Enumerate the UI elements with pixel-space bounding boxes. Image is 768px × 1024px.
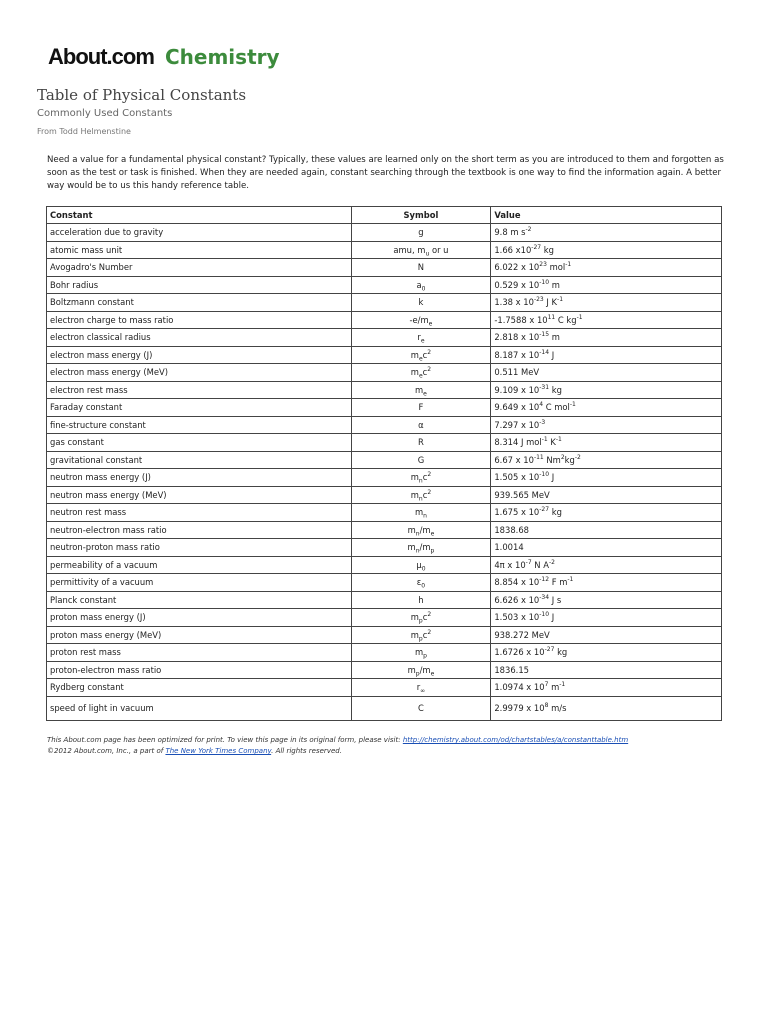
table-row	[47, 661, 722, 679]
value-cell: -1.7588 x $10^{11}$ C $kg^{-1}$	[491, 311, 722, 329]
table-row	[47, 399, 722, 417]
symbol-cell: $m_e$	[351, 381, 491, 399]
value-cell: 0.511 MeV	[491, 364, 722, 382]
nyt-company-link[interactable]: The New York Times Company	[165, 747, 272, 755]
value-cell: 6.67 x $10^{-11}$ $Nm^2kg^{-2}$	[491, 451, 722, 469]
symbol-cell: α	[351, 416, 491, 434]
symbol-cell: $a_0$	[351, 276, 491, 294]
symbol-cell: $m_n/m_e$	[351, 521, 491, 539]
value-cell: 6.626 x $10^{-34}$ J s	[491, 591, 722, 609]
footer-line-1	[47, 735, 628, 746]
value-cell: 0.529 x $10^{-10}$ m	[491, 276, 722, 294]
column-header-constant: Constant	[47, 207, 352, 224]
symbol-cell: $-e/m_e$	[351, 311, 491, 329]
constant-name-cell: permittivity of a vacuum	[47, 574, 352, 592]
rights-text: . All rights reserved.	[271, 747, 342, 755]
value-cell: 1.6726 x $10^{-27}$ kg	[491, 644, 722, 662]
constant-name-cell: proton mass energy (MeV)	[47, 626, 352, 644]
constant-name-cell: gas constant	[47, 434, 352, 452]
table-row	[47, 346, 722, 364]
constant-name-cell: proton rest mass	[47, 644, 352, 662]
value-cell: 2.9979 x $10^8$ m/s	[491, 696, 722, 720]
table-row	[47, 329, 722, 347]
constant-name-cell: Bohr radius	[47, 276, 352, 294]
symbol-cell: $m_nc^2$	[351, 469, 491, 487]
table-row	[47, 556, 722, 574]
table-row	[47, 591, 722, 609]
table-row	[47, 696, 722, 720]
constant-name-cell: acceleration due to gravity	[47, 224, 352, 242]
page-title: Table of Physical Constants	[37, 86, 247, 104]
symbol-cell: N	[351, 259, 491, 277]
value-cell: 8.314 J mol$^{-1}$ $K^{-1}$	[491, 434, 722, 452]
value-cell: 2.818 x $10^{-15}$ m	[491, 329, 722, 347]
value-cell: 1.503 x $10^{-10}$ J	[491, 609, 722, 627]
footer-line-2	[47, 746, 628, 757]
value-cell: 6.022 x $10^{23}$ mol$^{-1}$	[491, 259, 722, 277]
symbol-cell: $m_n$	[351, 504, 491, 522]
constant-name-cell: Faraday constant	[47, 399, 352, 417]
table-row	[47, 574, 722, 592]
constant-name-cell: electron mass energy (MeV)	[47, 364, 352, 382]
symbol-cell: C	[351, 696, 491, 720]
symbol-cell: $r_\infty$	[351, 679, 491, 697]
symbol-cell: h	[351, 591, 491, 609]
table-row	[47, 294, 722, 312]
constant-name-cell: Boltzmann constant	[47, 294, 352, 312]
value-cell: 1.0974 x $10^7$ $m^{-1}$	[491, 679, 722, 697]
table-row	[47, 486, 722, 504]
table-row	[47, 311, 722, 329]
symbol-cell: $m_p/m_e$	[351, 661, 491, 679]
symbol-cell: amu, $m_u$ or u	[351, 241, 491, 259]
table-row	[47, 276, 722, 294]
symbol-cell: k	[351, 294, 491, 312]
constant-name-cell: neutron-electron mass ratio	[47, 521, 352, 539]
value-cell: 8.187 x $10^{-14}$ J	[491, 346, 722, 364]
symbol-cell: $m_pc^2$	[351, 609, 491, 627]
table-header-row	[47, 207, 722, 224]
table-row	[47, 626, 722, 644]
constant-name-cell: Rydberg constant	[47, 679, 352, 697]
constant-name-cell: Planck constant	[47, 591, 352, 609]
original-page-link[interactable]: http://chemistry.about.com/od/chartstables/a/constanttable.htm	[402, 736, 629, 744]
symbol-cell: $m_nc^2$	[351, 486, 491, 504]
constant-name-cell: Avogadro's Number	[47, 259, 352, 277]
symbol-cell: $m_ec^2$	[351, 346, 491, 364]
column-header-value: Value	[491, 207, 722, 224]
table-row	[47, 224, 722, 242]
symbol-cell: $\varepsilon_0$	[351, 574, 491, 592]
value-cell: 8.854 x $10^{-12}$ F $m^{-1}$	[491, 574, 722, 592]
copyright-text: ©2012 About.com, Inc., a part of	[47, 747, 166, 755]
value-cell: 1836.15	[491, 661, 722, 679]
logo-section-text: Chemistry	[164, 45, 280, 69]
table-row	[47, 539, 722, 557]
value-cell: 1.66 $x10^{-27}$ kg	[491, 241, 722, 259]
value-cell: 939.565 MeV	[491, 486, 722, 504]
constant-name-cell: electron charge to mass ratio	[47, 311, 352, 329]
value-cell: 938.272 MeV	[491, 626, 722, 644]
table-row	[47, 259, 722, 277]
constants-table	[46, 206, 722, 721]
value-cell: 1.675 x $10^{-27}$ kg	[491, 504, 722, 522]
symbol-cell: G	[351, 451, 491, 469]
constant-name-cell: permeability of a vacuum	[47, 556, 352, 574]
table-row	[47, 364, 722, 382]
table-row	[47, 381, 722, 399]
value-cell: 7.297 x $10^{-3}$	[491, 416, 722, 434]
table-body	[47, 224, 722, 721]
table-row	[47, 504, 722, 522]
value-cell: 9.649 x $10^4$ C mol$^{-1}$	[491, 399, 722, 417]
symbol-cell: $m_ec^2$	[351, 364, 491, 382]
symbol-cell: $r_e$	[351, 329, 491, 347]
constant-name-cell: neutron-proton mass ratio	[47, 539, 352, 557]
symbol-cell: $m_n/m_p$	[351, 539, 491, 557]
symbol-cell: $m_p$	[351, 644, 491, 662]
constant-name-cell: proton-electron mass ratio	[47, 661, 352, 679]
table-row	[47, 241, 722, 259]
value-cell: 9.8 m $s^{-2}$	[491, 224, 722, 242]
constant-name-cell: gravitational constant	[47, 451, 352, 469]
symbol-cell: g	[351, 224, 491, 242]
author-byline: From Todd Helmenstine	[37, 127, 131, 136]
value-cell: 1.505 x $10^{-10}$ J	[491, 469, 722, 487]
constant-name-cell: atomic mass unit	[47, 241, 352, 259]
symbol-cell: $\mu_0$	[351, 556, 491, 574]
constant-name-cell: electron mass energy (J)	[47, 346, 352, 364]
constant-name-cell: neutron mass energy (J)	[47, 469, 352, 487]
logo-about-text: About.com	[48, 44, 154, 69]
value-cell: 9.109 x $10^{-31}$ kg	[491, 381, 722, 399]
value-cell: 1838.68	[491, 521, 722, 539]
page-subtitle: Commonly Used Constants	[37, 108, 173, 119]
print-footer	[47, 735, 628, 757]
symbol-cell: $m_pc^2$	[351, 626, 491, 644]
about-chemistry-logo[interactable]	[48, 44, 280, 72]
intro-paragraph: Need a value for a fundamental physical constant? Typically, these values are learned only on the short term as you are introduced to them and forgotten as soon as the test or task is finished. When they are needed again, constant searching through the textbook is one way to find the information again. A better way would be to us this handy reference table.	[47, 155, 724, 191]
table-row	[47, 451, 722, 469]
table-row	[47, 679, 722, 697]
constant-name-cell: neutron mass energy (MeV)	[47, 486, 352, 504]
table-row	[47, 416, 722, 434]
constant-name-cell: electron classical radius	[47, 329, 352, 347]
table-row	[47, 434, 722, 452]
column-header-symbol: Symbol	[351, 207, 491, 224]
constant-name-cell: speed of light in vacuum	[47, 696, 352, 720]
value-cell: 1.0014	[491, 539, 722, 557]
constant-name-cell: fine-structure constant	[47, 416, 352, 434]
constant-name-cell: electron rest mass	[47, 381, 352, 399]
symbol-cell: F	[351, 399, 491, 417]
footer-print-note: This About.com page has been optimized for print. To view this page in its original form, please visit:	[47, 736, 403, 744]
constant-name-cell: proton mass energy (J)	[47, 609, 352, 627]
symbol-cell: R	[351, 434, 491, 452]
constant-name-cell: neutron rest mass	[47, 504, 352, 522]
table-row	[47, 521, 722, 539]
value-cell: 1.38 x $10^{-23}$ J $K^{-1}$	[491, 294, 722, 312]
table-row	[47, 609, 722, 627]
table-row	[47, 469, 722, 487]
value-cell: 4π x $10^{-7}$ N $A^{-2}$	[491, 556, 722, 574]
table-row	[47, 644, 722, 662]
